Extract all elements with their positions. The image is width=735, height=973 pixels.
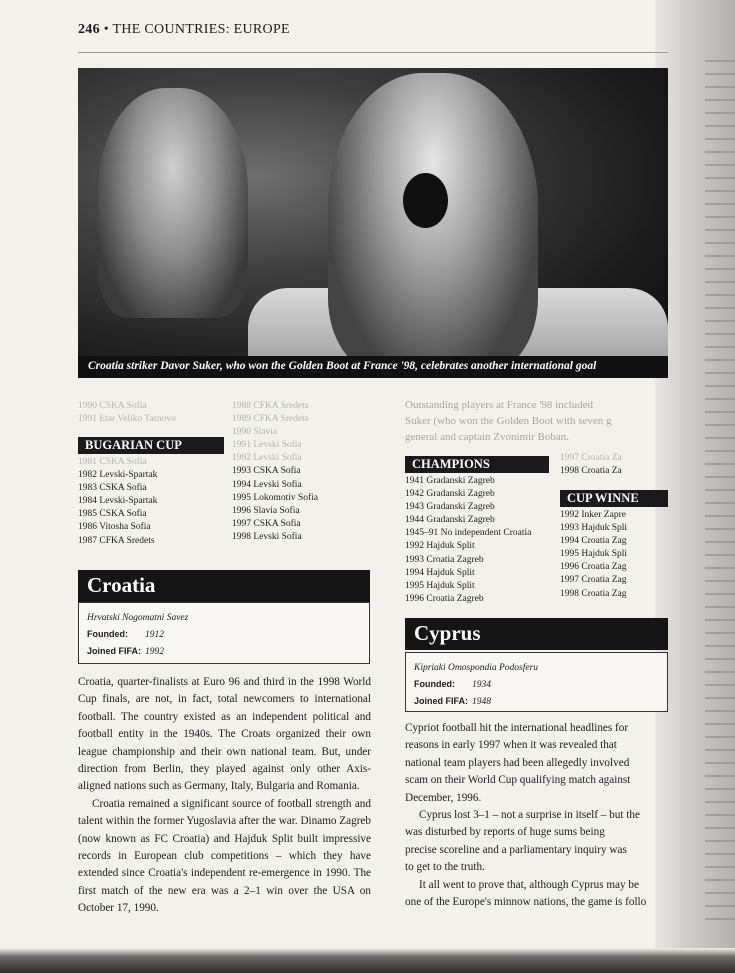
list-item: 1989 CFKA Sredets [232, 414, 309, 425]
header-bullet: • [103, 22, 109, 37]
association-name: Hrvatski Nogomatni Savez [87, 613, 189, 623]
list-item: 1994 Croatia Zag [560, 536, 627, 547]
list-item: 1993 Croatia Zagreb [405, 554, 484, 565]
body-line: one of the Europe's minnow nations, the game is follo [405, 896, 647, 909]
list-item: 1998 Croatia Za [560, 466, 622, 477]
list-item: 1993 CSKA Sofia [232, 466, 301, 477]
header-rule [78, 52, 668, 53]
bulgaria-champions-cont-right [232, 400, 318, 544]
photo-caption: Croatia striker Davor Suker, who won the Golden Boot at France '98, celebrates another international goal [78, 356, 668, 378]
list-item: 1997 Croatia Za [560, 453, 622, 463]
bulgarian-cup-heading: BUGARIAN CUP [78, 437, 224, 454]
list-item: 1983 CSKA Sofia [78, 483, 147, 494]
list-item: 1982 Levski-Spartak [78, 470, 158, 481]
body-line: scam on their World Cup qualifying match against [405, 774, 631, 787]
fifa-value: 1992 [145, 647, 164, 657]
founded-value: 1934 [472, 680, 491, 690]
croatia-intro [405, 397, 612, 445]
body-line: December, 1996. [405, 791, 482, 804]
croatia-champions-heading: CHAMPIONS [405, 456, 549, 473]
list-item: 1997 Croatia Zag [560, 575, 627, 586]
list-item: 1998 Croatia Zag [560, 588, 627, 599]
croatia-champions-list [405, 475, 531, 606]
croatia-body [78, 674, 371, 918]
cyprus-body [405, 720, 668, 911]
facing-page-edge [705, 60, 735, 930]
list-item: 1990 Slavia [232, 427, 278, 438]
list-item: 1995 Lokomotiv Sofia [232, 492, 319, 503]
body-line: reasons in early 1997 when it was revealed that [405, 739, 617, 752]
body-line: national team players had been allegedly involved [405, 756, 630, 769]
founded-label: Founded: [414, 679, 455, 689]
bulgarian-cup-list [78, 456, 157, 548]
list-item: 1985 CSKA Sofia [78, 509, 147, 520]
list-item: 1995 Hajduk Spli [560, 549, 628, 560]
croatia-paragraph-1: Croatia, quarter-finalists at Euro 96 and third in the 1998 World Cup finals, are not, in fact, total newcomers to international football. The country existed as an independent political and football entity in the 1940s. The Croats organized their own league championship and their own national team. But, under direction from Berlin, they played against only other Axis-aligned nations such as Germany, Italy, Bulgaria and Romania. [78, 676, 371, 793]
list-item: 1994 Hajduk Split [405, 567, 475, 578]
list-item: 1984 Levski-Spartak [78, 496, 158, 507]
body-line: was disturbed by reports of huge sums being [405, 826, 605, 839]
list-item: 1943 Gradanski Zagreb [405, 502, 495, 513]
croatia-champions-list-cont [560, 452, 622, 478]
list-item: 1992 Inker Zapre [560, 510, 626, 520]
body-line: Cypriot football hit the international headlines for [405, 722, 629, 734]
cyprus-infobox [405, 652, 668, 712]
body-line: It all went to prove that, although Cyprus may be [419, 878, 639, 891]
list-item: 1991 Etar Veliko Tarnovo [78, 414, 176, 425]
list-item: 1944 Gradanski Zagreb [405, 515, 495, 526]
list-item: 1993 Hajduk Spli [560, 523, 628, 534]
list-item: 1991 Levski Sofia [232, 440, 302, 451]
page-number: 246 [78, 22, 100, 37]
list-item: 1996 Croatia Zag [560, 562, 627, 573]
fifa-label: Joined FIFA: [87, 646, 141, 656]
croatia-cup-list [560, 509, 627, 601]
suker-photo [78, 68, 668, 378]
list-item: 1995 Hajduk Split [405, 580, 475, 591]
list-item: 1998 Levski Sofia [232, 531, 302, 542]
list-item: 1992 Hajduk Split [405, 541, 475, 552]
list-item: 1981 CSKA Sofia [78, 457, 147, 467]
fifa-value: 1948 [472, 697, 491, 707]
list-item: 1992 Levski Sofia [232, 453, 302, 464]
croatia-cup-heading: CUP WINNE [560, 490, 668, 507]
list-item: 1994 Levski Sofia [232, 479, 302, 490]
list-item: 1990 CSKA Sofia [78, 401, 147, 411]
fifa-label: Joined FIFA: [414, 696, 468, 706]
intro-line: Suker (who won the Golden Boot with seven g [405, 415, 612, 427]
section-title: THE COUNTRIES: EUROPE [112, 22, 290, 37]
croatia-paragraph-2: Croatia remained a significant source of football strength and talent within the former Yugoslavia after the war. Dinamo Zagreb (now known as FC Croatia) and Hajduk Split built impressive records in European club competitions – which they have extended since Croatia's independent re-emergence in 1990. The first match of the new era was a 2–1 win over the USA on October 17, 1990. [78, 797, 371, 915]
list-item: 1941 Gradanski Zagreb [405, 476, 495, 486]
intro-line: Outstanding players at France '98 included [405, 399, 594, 411]
association-name: Kipriaki Omospondia Podosferu [414, 663, 539, 673]
body-line: precise scoreline and a parliamentary inquiry was [405, 843, 627, 856]
list-item: 1988 CFKA Sredets [232, 401, 309, 411]
running-header [78, 22, 290, 38]
page-bottom-edge [0, 948, 735, 973]
body-line: to get to the truth. [405, 861, 485, 874]
croatia-infobox [78, 602, 370, 664]
list-item: 1942 Gradanski Zagreb [405, 489, 495, 500]
suker-mouth [403, 173, 448, 228]
list-item: 1987 CFKA Sredets [78, 535, 155, 546]
croatia-heading: Croatia [78, 570, 370, 602]
bulgaria-champions-cont-left [78, 400, 176, 426]
list-item: 1996 Croatia Zagreb [405, 593, 484, 604]
intro-line: general and captain Zvonimir Boban. [405, 431, 570, 443]
list-item: 1986 Vitosha Sofia [78, 522, 151, 533]
list-item: 1997 CSKA Sofia [232, 518, 301, 529]
list-item: 1996 Slavia Sofia [232, 505, 300, 516]
founded-value: 1912 [145, 630, 164, 640]
teammate-figure [98, 88, 248, 318]
cyprus-heading: Cyprus [405, 618, 668, 650]
founded-label: Founded: [87, 629, 128, 639]
body-line: Cyprus lost 3–1 – not a surprise in itself – but the [419, 809, 640, 822]
list-item: 1945–91 No independent Croatia [405, 528, 532, 539]
